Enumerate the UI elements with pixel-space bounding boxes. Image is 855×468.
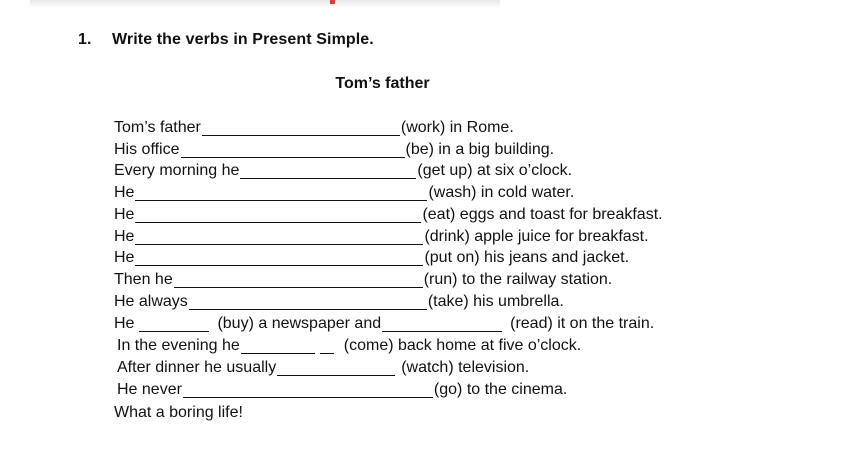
line-1-hint: (work) in Rome. — [400, 119, 514, 136]
answer-blank-12[interactable] — [277, 358, 395, 376]
line-10-text: He — [114, 315, 135, 332]
line-13-text: He never — [117, 381, 182, 398]
cropped-header-strip — [30, 0, 500, 8]
answer-blank-1[interactable] — [202, 118, 400, 136]
line-9-hint: (take) his umbrella. — [427, 293, 564, 310]
exercise-line-12 — [117, 358, 529, 378]
answer-blank-13[interactable] — [183, 380, 433, 398]
exercise-line-1 — [114, 118, 514, 138]
line-10-middle: (buy) a newspaper and — [217, 315, 382, 332]
exercise-line-8 — [114, 270, 612, 290]
line-4-text: He — [114, 184, 135, 201]
line-13-hint: (go) to the cinema. — [433, 381, 568, 398]
exercise-line-5 — [114, 205, 663, 225]
line-7-text: He — [114, 249, 135, 266]
line-11-text: In the evening he — [117, 337, 240, 354]
answer-blank-9[interactable] — [189, 292, 427, 310]
exercise-line-9 — [114, 292, 564, 312]
answer-blank-6[interactable] — [135, 227, 423, 245]
exercise-heading — [78, 31, 374, 49]
line-1-text: Tom’s father — [114, 119, 201, 136]
exercise-number: 1. — [78, 31, 92, 48]
line-3-text: Every morning he — [114, 162, 240, 179]
line-7-hint: (put on) his jeans and jacket. — [424, 249, 630, 266]
story-title: Tom’s father — [335, 75, 430, 92]
exercise-line-11 — [117, 336, 581, 356]
answer-blank-2[interactable] — [181, 140, 405, 158]
exercise-line-3 — [114, 161, 572, 181]
answer-blank-11b[interactable] — [320, 336, 334, 354]
exercise-line-2 — [114, 140, 554, 160]
line-2-text: His office — [114, 141, 180, 158]
header-accent-mark — [330, 0, 335, 4]
exercise-line-13 — [117, 380, 567, 400]
line-4-hint: (wash) in cold water. — [428, 184, 575, 201]
answer-blank-10a[interactable] — [139, 314, 209, 332]
line-3-hint: (get up) at six o’clock. — [417, 162, 573, 179]
answer-blank-8[interactable] — [174, 270, 423, 288]
answer-blank-7[interactable] — [135, 248, 423, 266]
answer-blank-5[interactable] — [135, 205, 421, 223]
answer-blank-4[interactable] — [135, 183, 427, 201]
line-2-hint: (be) in a big building. — [405, 141, 555, 158]
line-6-hint: (drink) apple juice for breakfast. — [424, 228, 649, 245]
answer-blank-11a[interactable] — [241, 336, 315, 354]
line-9-text: He always — [114, 293, 188, 310]
exercise-line-7 — [114, 248, 629, 268]
exercise-instruction: Write the verbs in Present Simple. — [112, 31, 374, 48]
line-5-text: He — [114, 206, 135, 223]
exercise-line-6 — [114, 227, 649, 247]
answer-blank-10b[interactable] — [382, 314, 502, 332]
story-ending: What a boring life! — [114, 404, 243, 421]
exercise-line-4 — [114, 183, 574, 203]
line-5-hint: (eat) eggs and toast for breakfast. — [422, 206, 663, 223]
line-10-hint: (read) it on the train. — [510, 315, 655, 332]
line-12-text: After dinner he usually — [117, 359, 277, 376]
line-8-hint: (run) to the railway station. — [423, 271, 613, 288]
line-6-text: He — [114, 228, 135, 245]
exercise-line-10 — [114, 314, 654, 334]
line-8-text: Then he — [114, 271, 173, 288]
answer-blank-3[interactable] — [240, 161, 416, 179]
line-12-hint: (watch) television. — [401, 359, 530, 376]
line-11-hint: (come) back home at five o’clock. — [343, 337, 582, 354]
